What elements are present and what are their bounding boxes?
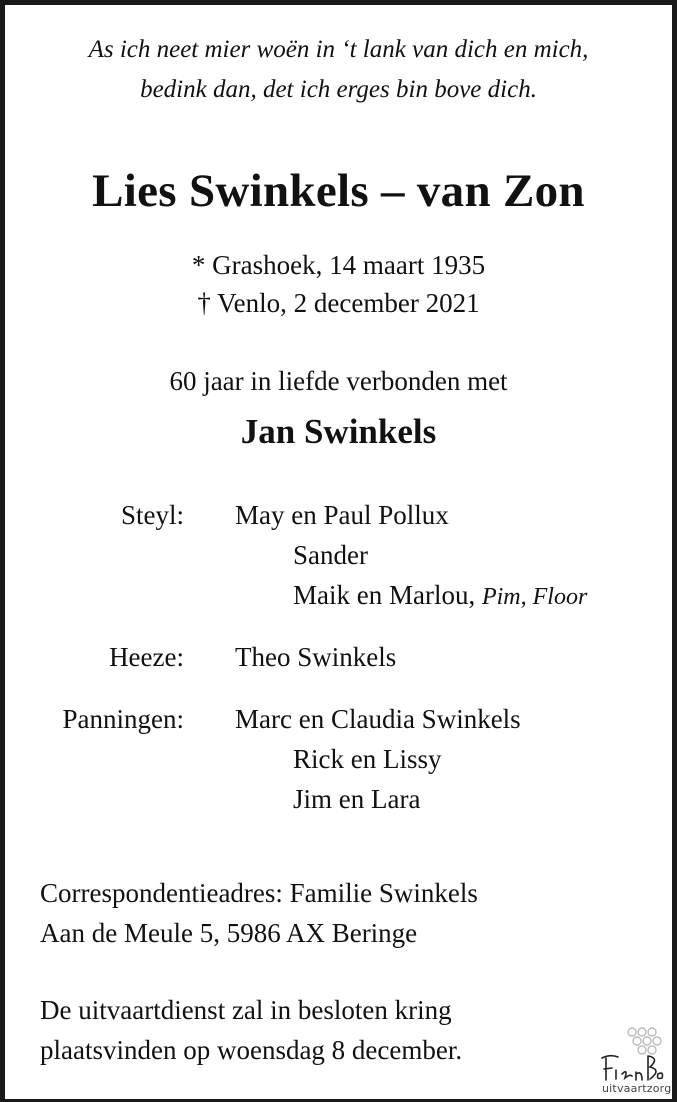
funeral-service-note [40,990,462,1070]
family-place-steyl: Steyl: [120,500,184,530]
family-steyl-child-2-names: Maik en Marlou, [293,580,476,610]
family-place-panningen: Panningen: [62,704,184,734]
family-steyl-child-2 [293,580,587,611]
family-place-heeze: Heeze: [109,642,184,672]
family-panningen-parents: Marc en Claudia Swinkels [235,704,521,734]
service-line-2: plaatsvinden op woensdag 8 december. [40,1035,463,1065]
family-heeze-parents: Theo Swinkels [235,642,397,672]
marriage-text: 60 jaar in liefde verbonden met [169,366,508,396]
correspondence-address [40,873,478,953]
deceased-name: Lies Swinkels – van Zon [92,165,585,217]
partner-name: Jan Swinkels [240,412,437,451]
family-steyl-grandchildren: Pim, Floor [481,584,588,610]
logo-subtitle: uitvaartzorg [602,1082,672,1095]
birth-date: * Grashoek, 14 maart 1935 [191,250,486,280]
motto-line-1: As ich neet mier woën in ‘t lank van dich en mich, [88,36,589,63]
motto-line-2: bedink dan, det ich erges bin bove dich. [140,76,537,103]
life-dates [0,246,677,322]
family-panningen-child-2: Jim en Lara [293,784,421,814]
correspondence-line-2: Aan de Meule 5, 5986 AX Beringe [40,918,418,948]
family-panningen-child-1: Rick en Lissy [293,744,442,774]
family-steyl-parents: May en Paul Pollux [235,500,449,530]
family-steyl-child-1: Sander [293,540,368,570]
motto-poem [0,30,677,110]
correspondence-line-1: Correspondentieadres: Familie Swinkels [40,878,478,908]
service-line-1: De uitvaartdienst zal in besloten kring [40,995,452,1025]
death-date: † Venlo, 2 december 2021 [197,288,480,318]
